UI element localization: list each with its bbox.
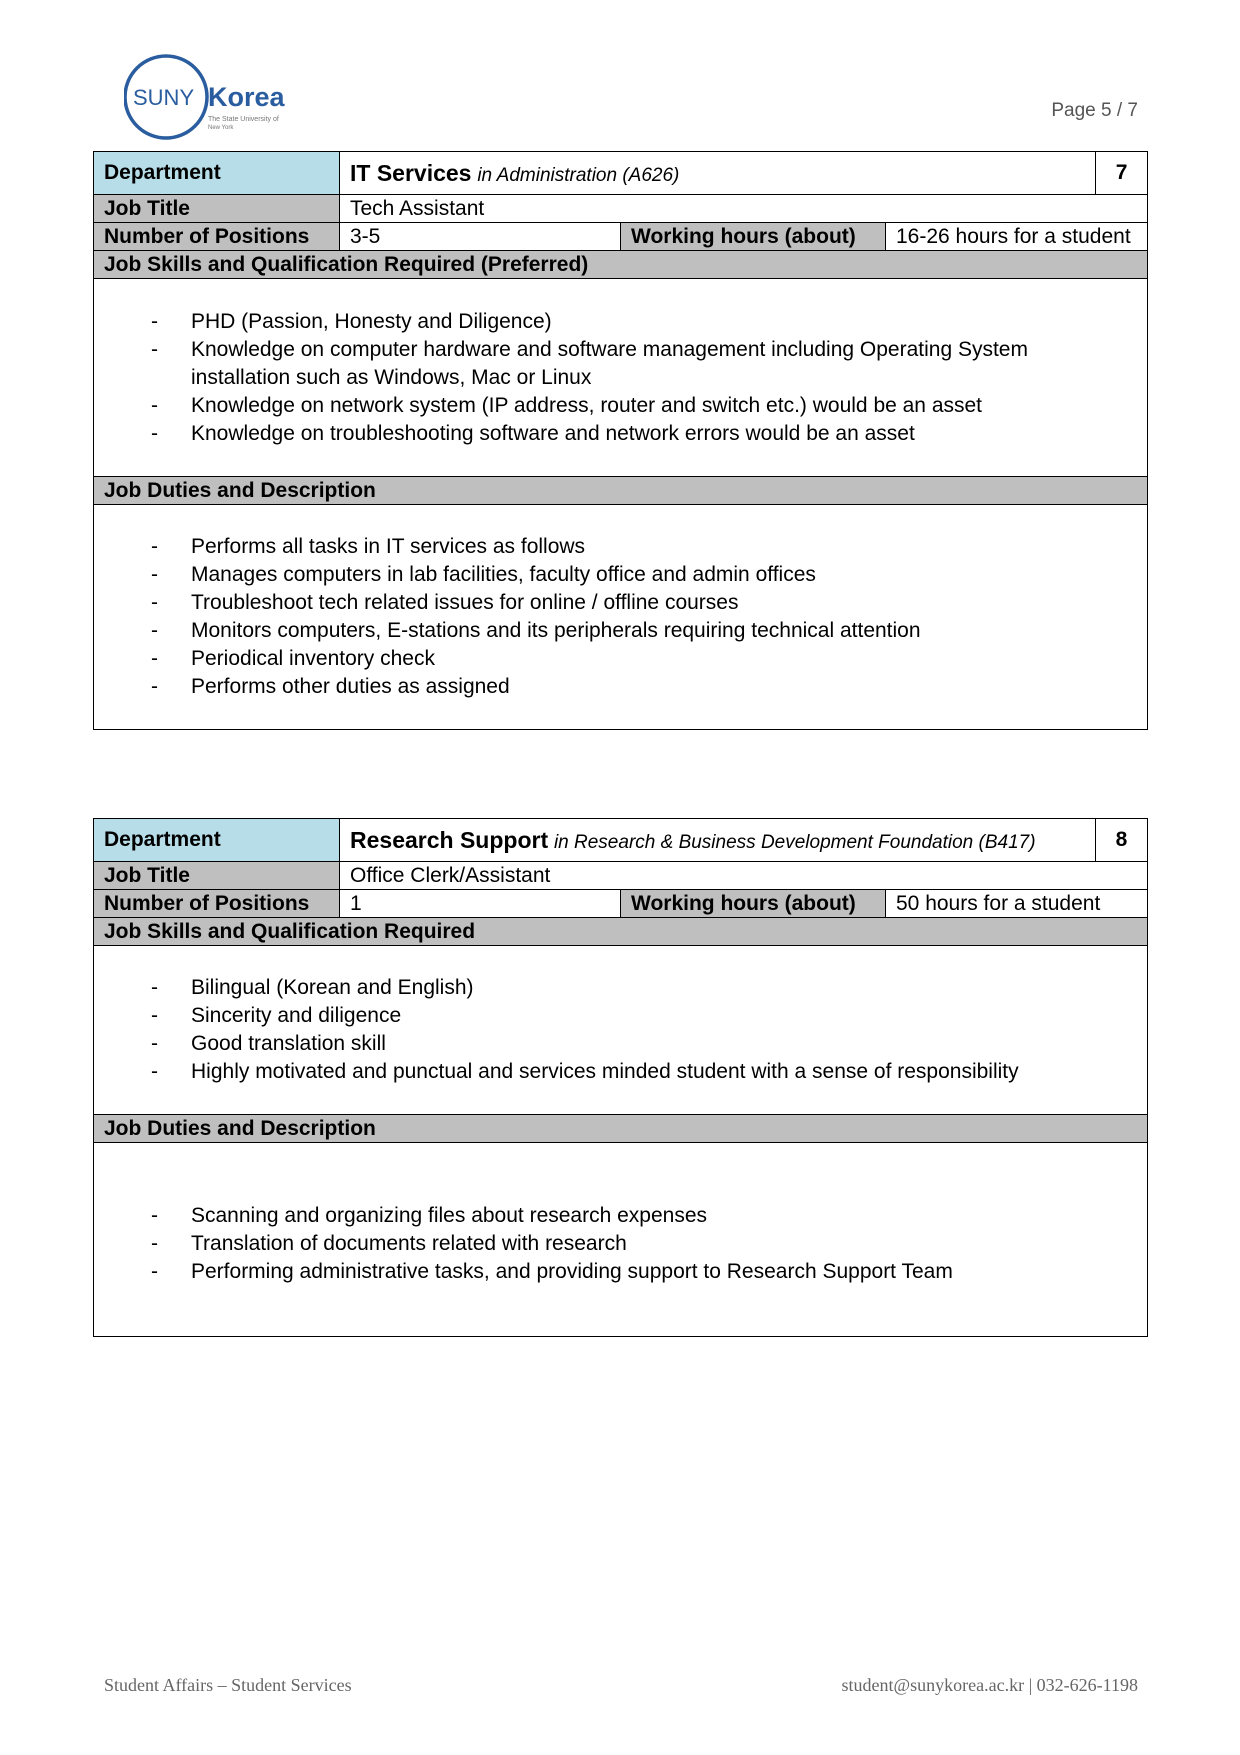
list-item: - Knowledge on network system (IP address, router and switch etc.) would be an asset — [191, 392, 1125, 420]
hours-value: 50 hours for a student — [886, 890, 1148, 918]
list-item: - Monitors computers, E-stations and its peripherals requiring technical attention — [191, 617, 1125, 645]
department-name: Research Support — [350, 826, 549, 853]
department-location: in Administration (A626) — [477, 164, 680, 186]
hours-label: Working hours (about) — [621, 890, 886, 918]
list-item: - Performing administrative tasks, and providing support to Research Support Team — [191, 1258, 1125, 1286]
duties-heading: Job Duties and Description — [94, 1115, 1148, 1143]
logo-sub1-text: The State University of — [208, 116, 279, 123]
job-title-label: Job Title — [94, 195, 340, 223]
suny-korea-logo — [124, 52, 294, 142]
skills-list — [104, 308, 1137, 448]
job-title-value: Tech Assistant — [340, 195, 1148, 223]
list-item: - Knowledge on troubleshooting software and network errors would be an asset — [191, 420, 1125, 448]
duties-heading: Job Duties and Description — [94, 477, 1148, 505]
positions-label: Number of Positions — [94, 223, 340, 251]
job-title-label: Job Title — [94, 862, 340, 890]
footer-department: Student Affairs – Student Services — [104, 1675, 352, 1695]
list-item: - Scanning and organizing files about research expenses — [191, 1202, 1125, 1230]
duties-section — [94, 1143, 1148, 1337]
duties-section — [94, 505, 1148, 730]
department-label: Department — [94, 819, 340, 862]
duties-list — [104, 533, 1137, 701]
department-cell — [340, 152, 1096, 195]
hours-label: Working hours (about) — [621, 223, 886, 251]
skills-list — [104, 974, 1137, 1086]
department-cell — [340, 819, 1096, 862]
skills-section — [94, 946, 1148, 1115]
list-item: - Highly motivated and punctual and services minded student with a sense of responsibility — [191, 1058, 1125, 1086]
job-number: 7 — [1096, 152, 1148, 195]
job-posting-8 — [93, 818, 1148, 1337]
list-item: - Performs all tasks in IT services as follows — [191, 533, 1125, 561]
hours-value: 16-26 hours for a student — [886, 223, 1148, 251]
skills-section — [94, 279, 1148, 477]
list-item: - Performs other duties as assigned — [191, 673, 1125, 701]
list-item: - Periodical inventory check — [191, 645, 1125, 673]
duties-list — [104, 1194, 1137, 1286]
department-label: Department — [94, 152, 340, 195]
job-posting-7 — [93, 151, 1148, 730]
positions-label: Number of Positions — [94, 890, 340, 918]
list-item: - Bilingual (Korean and English) — [191, 974, 1125, 1002]
logo-suny-text: SUNY — [133, 85, 195, 110]
list-item: - Translation of documents related with research — [191, 1230, 1125, 1258]
department-location: in Research & Business Development Foundation (B417) — [553, 831, 1036, 853]
page-number: Page 5 / 7 — [1051, 100, 1138, 121]
list-item: - Good translation skill — [191, 1030, 1125, 1058]
list-item: - Troubleshoot tech related issues for online / offline courses — [191, 589, 1125, 617]
list-item: - Manages computers in lab facilities, faculty office and admin offices — [191, 561, 1125, 589]
list-item: - Sincerity and diligence — [191, 1002, 1125, 1030]
skills-heading: Job Skills and Qualification Required — [94, 918, 1148, 946]
list-item: - Knowledge on computer hardware and software management including Operating System installation such as Windows, Mac or Linux — [191, 336, 1125, 392]
positions-value: 1 — [340, 890, 621, 918]
list-item: - PHD (Passion, Honesty and Diligence) — [191, 308, 1125, 336]
footer-contact: student@sunykorea.ac.kr | 032-626-1198 — [841, 1675, 1138, 1695]
logo-korea-text: Korea — [208, 82, 285, 112]
job-title-value: Office Clerk/Assistant — [340, 862, 1148, 890]
logo-sub2-text: New York — [208, 125, 234, 131]
positions-value: 3-5 — [340, 223, 621, 251]
job-number: 8 — [1096, 819, 1148, 862]
department-name: IT Services — [350, 159, 472, 186]
skills-heading: Job Skills and Qualification Required (Preferred) — [94, 251, 1148, 279]
